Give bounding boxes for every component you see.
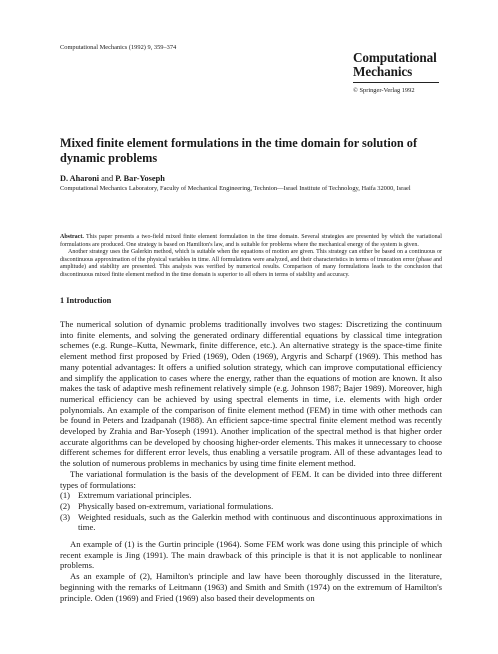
body-paragraph-2: The variational formulation is the basis of the development of FEM. It can be divided into three different types of formulations:	[60, 468, 442, 490]
abstract-paragraph-1	[60, 234, 442, 249]
list-item-text: Weighted residuals, such as the Galerkin method with continuous and discontinuous approximations in time.	[78, 511, 442, 533]
brand-divider	[353, 82, 439, 83]
abstract	[60, 234, 442, 280]
abstract-label: Abstract.	[60, 234, 84, 240]
section-body	[60, 319, 442, 603]
list-item-text: Extremum variational principles.	[78, 490, 192, 501]
list-item-number: (1)	[60, 490, 71, 501]
author-2: P. Bar-Yoseph	[115, 174, 165, 183]
author-line	[60, 174, 165, 183]
body-paragraph-4: As an example of (2), Hamilton's principle and law have been thoroughly discussed in the literature, beginning with the remarks of Leitmann (1963) and Smith and Smith (1974) on the extremum of Hamilton's principle. Oden (1969) and Fried (1969) also based their developments on	[60, 571, 442, 603]
formulation-list	[60, 490, 442, 533]
body-paragraph-3: An example of (1) is the Gurtin principle (1964). Some FEM work was done using this principle of which recent example is Jing (1991). The main drawback of this principle is that it is not applicable to nonlinear problems.	[60, 539, 442, 571]
brand-line-1: Computational	[353, 50, 437, 65]
article-title: Mixed finite element formulations in the time domain for solution of dynamic problems	[60, 136, 418, 165]
list-item-number: (2)	[60, 500, 71, 511]
affiliation: Computational Mechanics Laboratory, Faculty of Mechanical Engineering, Technion—Israel Institute of Technology, Haifa 32000, Israel	[60, 185, 411, 192]
abstract-paragraph-2: Another strategy uses the Galerkin method, which is suitable when the equations of motion are given. This strategy can either be based on a continuous or discontinuous approximation of the physical variables in time. All formulations were analyzed, and their characteristics in terms of truncation error (phase and amplitude) and stability are presented. This analysis was verified by numerical results. Comparison of many formulations leads to the conclusion that discontinuous mixed finite element method in the time domain is superior to all others in terms of stability and accuracy.	[60, 249, 442, 278]
list-item	[60, 490, 442, 501]
body-paragraph-1: The numerical solution of dynamic problems traditionally involves two stages: Discretizing the continuum into finite elements, and solving the generated ordinary differential equations by classical time integration schemes (e.g. Runge–Kutta, Newmark, finite difference, etc.). An alternative strategy is the space-time finite element method first proposed by Fried (1969), Oden (1969), Argyris and Scharpf (1969). This method has many potential advantages: It offers a unified solution strategy, which can improve computational efficiency and simplify the application to cases where the energy, rather than the equations of motion are known. It also makes the task of adaptive mesh refinement relatively simple (e.g. Johnson 1987; Bajer 1989). Moreover, high numerical efficiency can be achieved by using spectral elements in time, i.e. elements with high order polynomials. An example of the comparison of finite element method (FEM) in time with other methods can be found in Peters and Izadpanah (1988). An efficient sapce-time spectral finite element method was recently developed by Zrahia and Bar-Yoseph (1991). Another implication of the spectral method is that higher order accurate algorithms can be developed by choosing higher-order elements. This makes it unnecessary to choose different schemes for different error levels, thus enabling a versatile program. All of these advantages lead to the solution of numerous problems in mechanics by using time finite element method.	[60, 319, 442, 469]
abstract-text-1: This paper presents a two-field mixed finite element formulation in the time domain. Several strategies are presented by which the variational formulations are produced. One strategy is based on Hamilton's law, and is suitable for problems where the mechanical energy of the system is given.	[60, 234, 442, 248]
journal-reference: Computational Mechanics (1992) 9, 359–374	[60, 44, 177, 51]
list-item	[60, 512, 442, 533]
author-separator: and	[99, 174, 116, 183]
list-item-number: (3)	[60, 511, 71, 522]
brand-line-2: Mechanics	[353, 63, 413, 79]
copyright-notice: © Springer-Verlag 1992	[353, 87, 415, 94]
journal-brand	[353, 51, 449, 94]
list-item-text: Physically based on-extremum, variational formulations.	[78, 500, 274, 511]
section-heading: 1 Introduction	[60, 296, 112, 305]
author-1: D. Aharoni	[60, 174, 100, 183]
list-item	[60, 501, 442, 512]
